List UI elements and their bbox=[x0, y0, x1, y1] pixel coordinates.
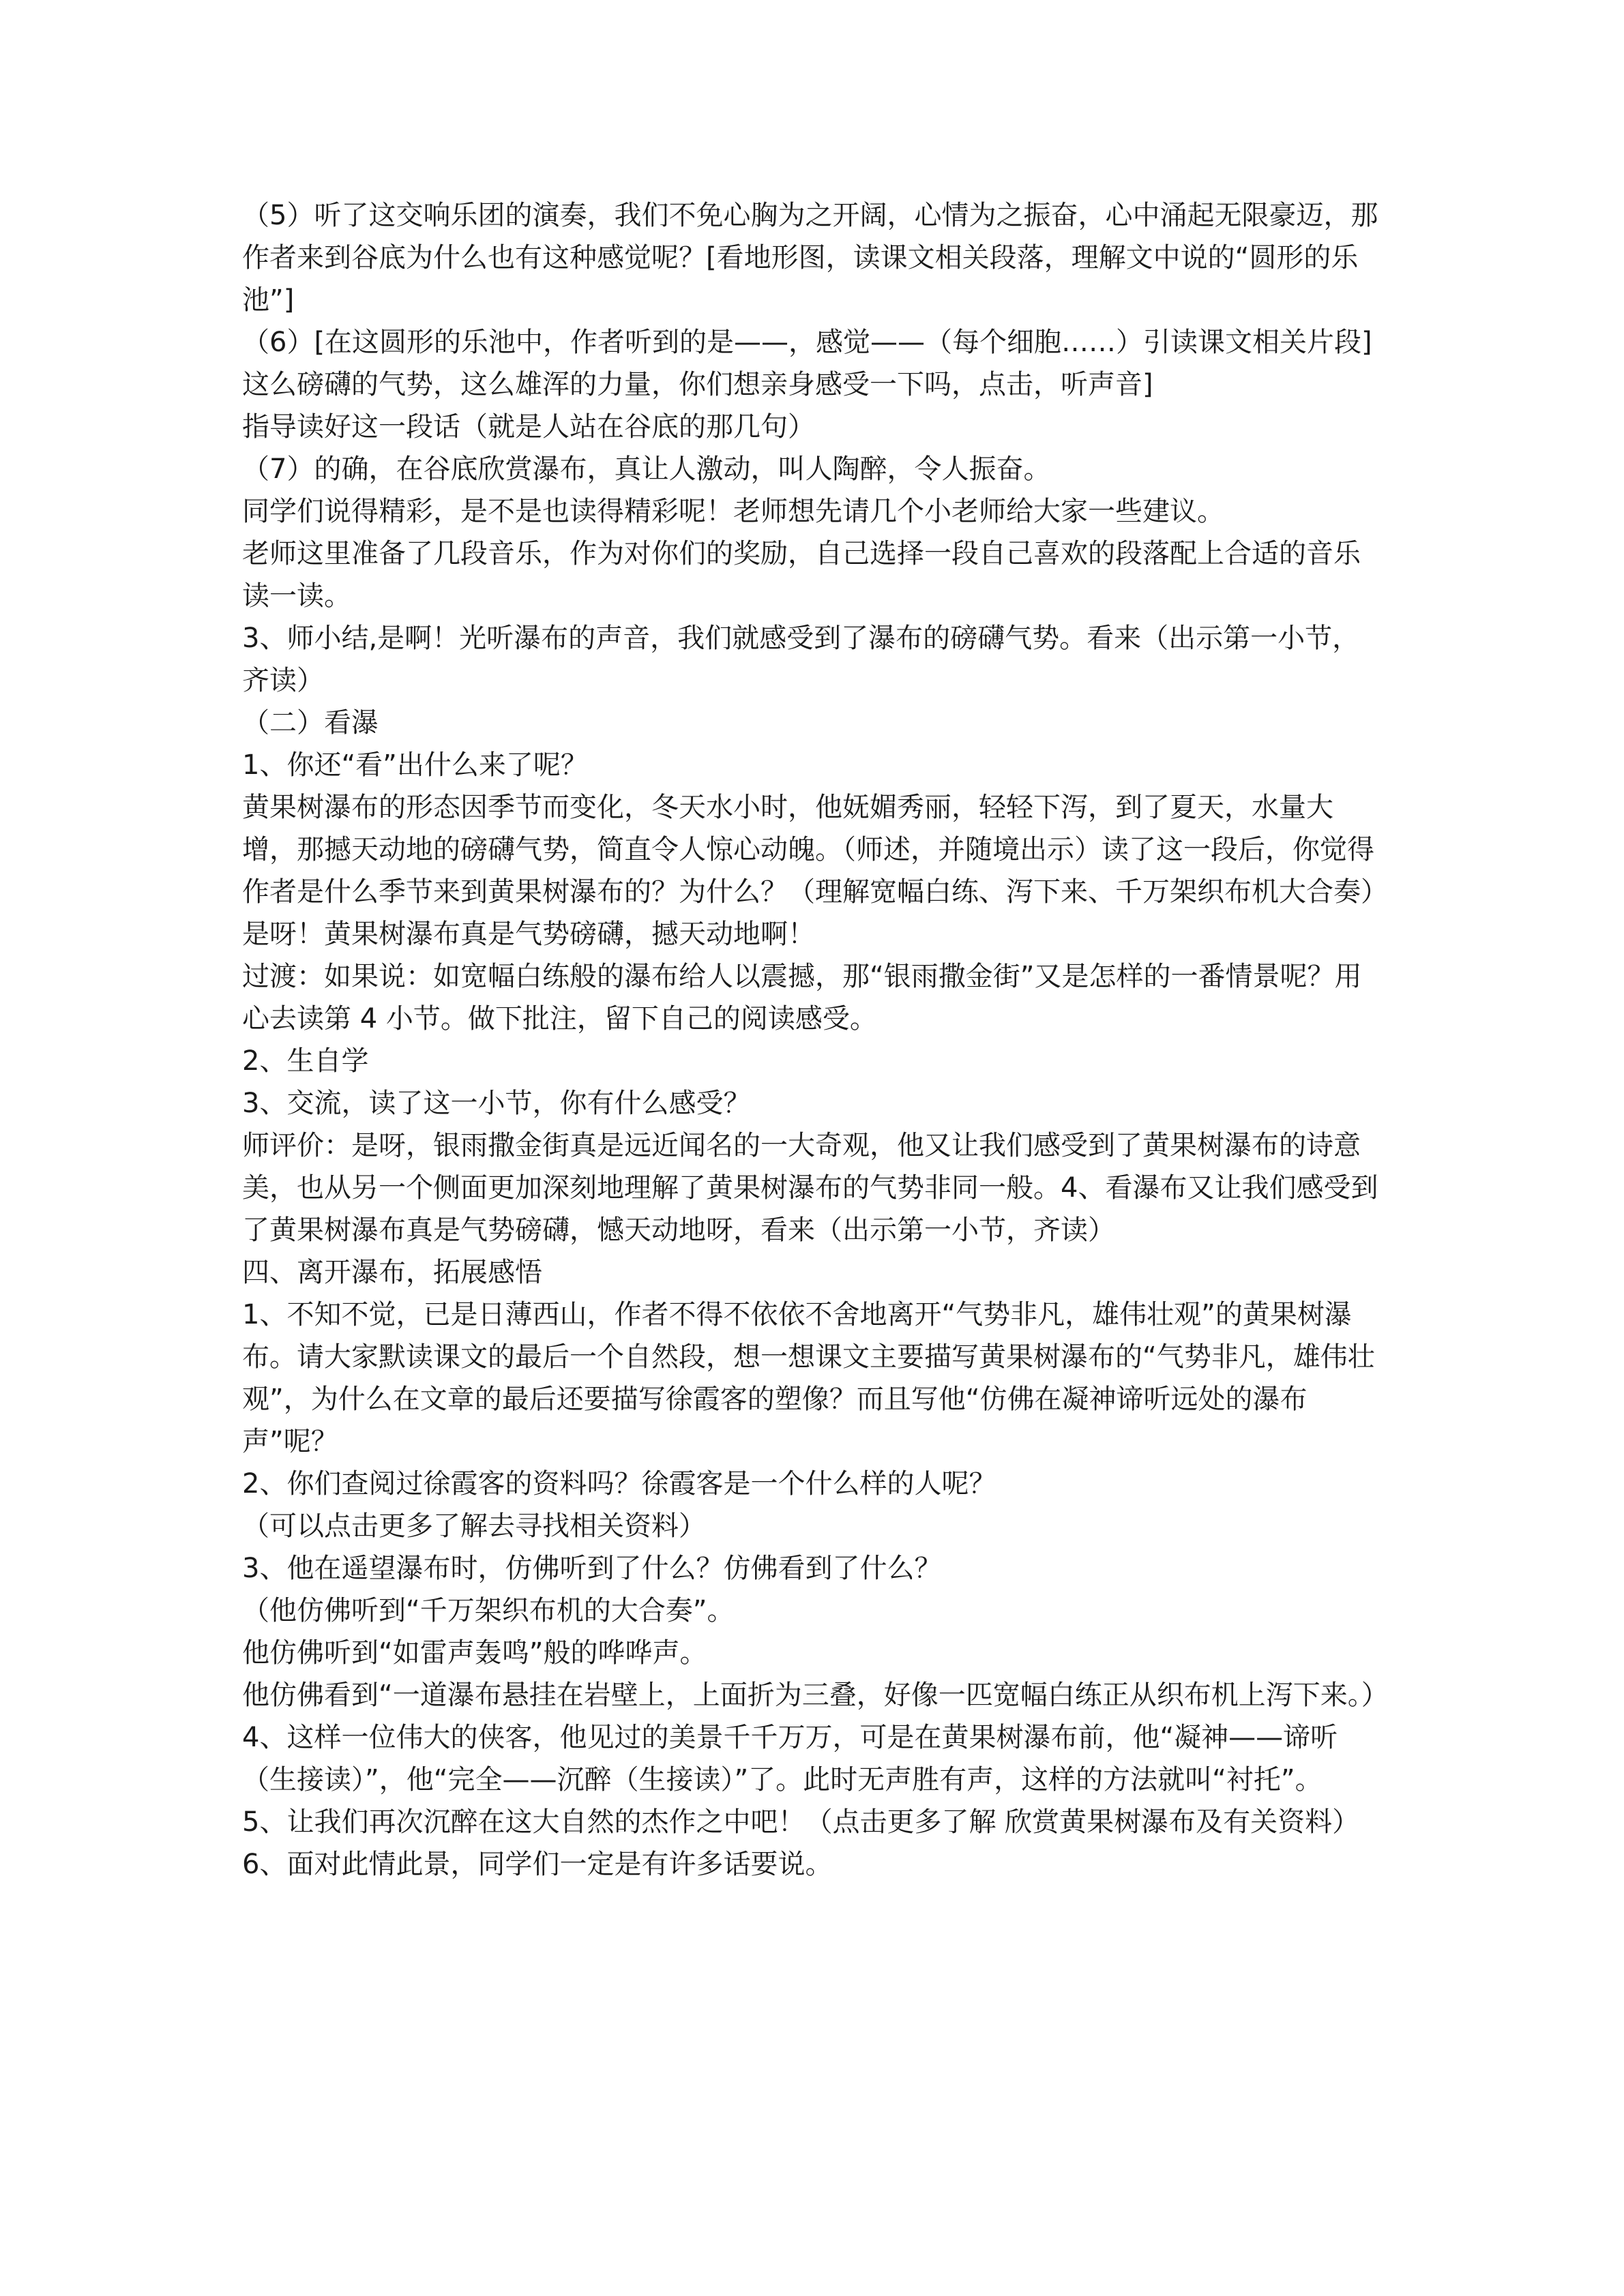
paragraph: 师评价：是呀，银雨撒金街真是远近闻名的一大奇观，他又让我们感受到了黄果树瀑布的诗意美，也从另一个侧面更加深刻地理解了黄果树瀑布的气势非同一般。4、看瀑布又让我们感受到了黄果树瀑布真是气势磅礴，憾天动地呀，看来（出示第一小节，齐读） bbox=[242, 1130, 1378, 1246]
paragraph: 1、不知不觉，已是日薄西山，作者不得不依依不舍地离开“气势非凡，雄伟壮观”的黄果树瀑布。请大家默读课文的最后一个自然段，想一想课文主要描写黄果树瀑布的“气势非凡，雄伟壮观”，为什么在文章的最后还要描写徐霞客的塑像？而且写他“仿佛在凝神谛听远处的瀑布声”呢？ bbox=[242, 1299, 1375, 1457]
paragraph: （5）听了这交响乐团的演奏，我们不免心胸为之开阔，心情为之振奋，心中涌起无限豪迈，那作者来到谷底为什么也有这种感觉呢？[看地形图，读课文相关段落，理解文中说的“圆形的乐池”] bbox=[242, 200, 1378, 316]
paragraph: （他仿佛听到“千万架织布机的大合奏”。 bbox=[242, 1595, 735, 1626]
paragraph: 是呀！黄果树瀑布真是气势磅礴，撼天动地啊！ bbox=[242, 919, 815, 950]
paragraph: 他仿佛听到“如雷声轰鸣”般的哗哗声。 bbox=[242, 1637, 707, 1669]
section-heading: 四、离开瀑布，拓展感悟 bbox=[242, 1257, 542, 1288]
paragraph: 他仿佛看到“一道瀑布悬挂在岩壁上，上面折为三叠，好像一匹宽幅白练正从织布机上泻下来。） bbox=[242, 1680, 1389, 1711]
paragraph: 指导读好这一段话（就是人站在谷底的那几句） bbox=[242, 411, 815, 443]
paragraph: 3、交流，读了这一小节，你有什么感受？ bbox=[242, 1088, 751, 1119]
paragraph: 3、他在遥望瀑布时，仿佛听到了什么？仿佛看到了什么？ bbox=[242, 1553, 942, 1584]
paragraph: 老师这里准备了几段音乐，作为对你们的奖励，自己选择一段自己喜欢的段落配上合适的音乐读一读。 bbox=[242, 538, 1361, 612]
paragraph: 6、面对此情此景，同学们一定是有许多话要说。 bbox=[242, 1849, 833, 1880]
paragraph: 过渡：如果说：如宽幅白练般的瀑布给人以震撼，那“银雨撒金街”又是怎样的一番情景呢？用心去读第 4 小节。做下批注，留下自己的阅读感受。 bbox=[242, 961, 1362, 1034]
section-heading: （二）看瀑 bbox=[242, 707, 379, 739]
paragraph: 1、你还“看”出什么来了呢？ bbox=[242, 749, 588, 781]
paragraph: 2、生自学 bbox=[242, 1045, 369, 1077]
paragraph: 2、你们查阅过徐霞客的资料吗？徐霞客是一个什么样的人呢？ bbox=[242, 1468, 996, 1500]
paragraph: （6）[在这圆形的乐池中，作者听到的是——，感觉——（每个细胞……）引读课文相关片段]这么磅礴的气势，这么雄浑的力量，你们想亲身感受一下吗，点击，听声音] bbox=[242, 327, 1372, 400]
paragraph: 4、这样一位伟大的侠客，他见过的美景千千万万，可是在黄果树瀑布前，他“凝神——谛听（生接读）”，他“完全——沉醉（生接读）”了。此时无声胜有声，这样的方法就叫“衬托”。 bbox=[242, 1722, 1338, 1795]
paragraph: （7）的确，在谷底欣赏瀑布，真让人激动，叫人陶醉，令人振奋。 bbox=[242, 453, 1051, 485]
paragraph: 3、师小结,是啊！光听瀑布的声音，我们就感受到了瀑布的磅礴气势。看来（出示第一小节，齐读） bbox=[242, 623, 1360, 696]
paragraph: 同学们说得精彩，是不是也读得精彩呢！老师想先请几个小老师给大家一些建议。 bbox=[242, 496, 1224, 527]
document-body bbox=[242, 194, 1389, 1885]
paragraph: 黄果树瀑布的形态因季节而变化，冬天水小时，他妩媚秀丽，轻轻下泻，到了夏天，水量大增，那撼天动地的磅礴气势，简直令人惊心动魄。（师述，并随境出示）读了这一段后，你觉得作者是什么季节来到黄果树瀑布的？为什么？（理解宽幅白练、泻下来、千万架织布机大合奏） bbox=[242, 792, 1388, 908]
paragraph: （可以点击更多了解去寻找相关资料） bbox=[242, 1510, 706, 1542]
paragraph: 5、让我们再次沉醉在这大自然的杰作之中吧！（点击更多了解 欣赏黄果树瀑布及有关资料） bbox=[242, 1806, 1360, 1838]
